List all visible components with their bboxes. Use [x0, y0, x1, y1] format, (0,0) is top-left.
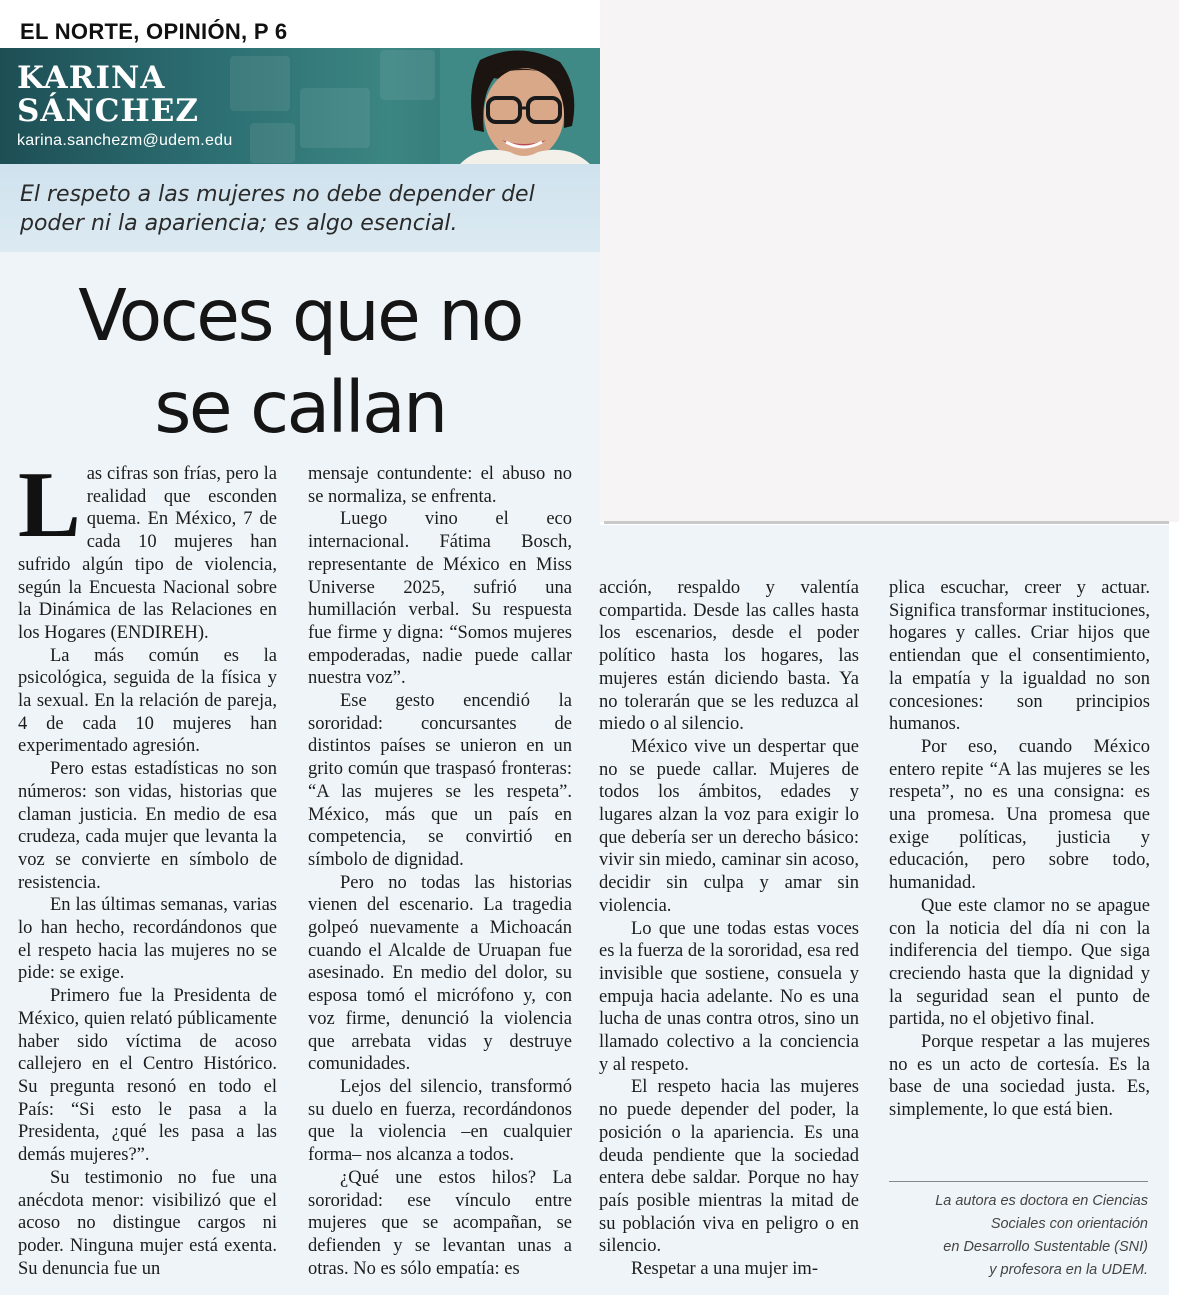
bio-line: y profesora en la UDEM. [989, 1262, 1148, 1278]
paragraph: mensaje contundente: el abuso no se normaliza, se enfrenta. [308, 464, 572, 507]
author-header [0, 48, 600, 164]
paragraph: México vive un despertar que no se puede callar. Mujeres de todos los ámbitos, edades y lugares alzan la voz para exigir lo que debería ser un derecho básico: vivir sin miedo, caminar sin acoso, decidir sin culpa y amar sin violencia. [599, 736, 859, 916]
paragraph: Respetar a una mujer im- [631, 1259, 818, 1280]
paragraph: El respeto hacia las mujeres no puede depender del poder, la posición o la apariencia. Es una deuda pendiente que la sociedad entera debe saldar. Porque no hay país posible mientras la mitad de su población viva en peligro o en silencio. [599, 1077, 859, 1257]
author-bio [889, 1190, 1148, 1282]
paragraph: Pero estas estadísticas no son números: son vidas, historias que claman justicia. En medio de esa crudeza, cada mujer que levanta la voz se convierte en símbolo de resistencia. [18, 759, 277, 893]
author-name [17, 62, 199, 128]
dek-band [0, 164, 600, 252]
paragraph: En las últimas semanas, varias lo han hecho, recordándonos que el respeto hacia las mujeres no se pide: se exige. [18, 895, 277, 984]
separator-rule [604, 521, 1169, 524]
paragraph: La más común es la psicológica, seguida de la física y la sexual. En la relación de pareja, 4 de cada 10 mujeres han experimentado agresión. [18, 645, 277, 757]
paragraph: Luego vino el eco internacional. Fátima Bosch, representante de México en Miss Universe 2025, sufrió una humillación verbal. Su respuesta fue firme y digna: “Somos mujeres empoderadas, nadie puede callar nuestra voz”. [308, 509, 572, 689]
article-column-3 [599, 577, 859, 1281]
paragraph: Ese gesto encendió la sororidad: concursantes de distintos países se unieron en un grito común que traspasó fronteras: “A las mujeres se les respeta”. México, más que un país en competencia, se convirtió en símbolo de dignidad. [308, 691, 572, 870]
paragraph: acción, respaldo y valentía compartida. Desde las calles hasta los escenarios, desde el poder político hasta los hogares, las mujeres están diciendo basta. Ya no tolerarán que se les reduzca al miedo o al silencio. [599, 578, 859, 735]
decor-square [230, 56, 290, 111]
paragraph: Que este clamor no se apague con la noticia del día ni con la indiferencia del tiempo. Que siga creciendo hasta que la dignidad y la seguridad sean el punto de partida, no el objetivo final. [889, 895, 1150, 1030]
paragraph: Su testimonio no fue una anécdota menor: visibilizó que el acoso no distingue cargos ni poder. Ninguna mujer está exenta. Su denuncia fue un [18, 1167, 277, 1279]
author-name-line1: KARINA [17, 60, 166, 96]
paragraph: Por eso, cuando México entero repite “A las mujeres se les respeta”, no es una consigna: es una promesa. Una promesa que exige políticas, justicia y educación, pero sobre todo, humanidad. [889, 736, 1150, 894]
paragraph: Pero no todas las historias vienen del escenario. La tragedia golpeó nuevamente a Michoacán cuando el Alcalde de Uruapan fue asesinado. En medio del dolor, su esposa tomó el micrófono y, con voz firme, denunció la violencia que arrebata vidas y destruye comunidades. [308, 872, 572, 1075]
bio-line: en Desarrollo Sustentable (SNI) [943, 1239, 1148, 1255]
article-column-1 [18, 453, 277, 1280]
article-dek: El respeto a las mujeres no debe depender del poder ni la apariencia; es algo esencial. [20, 182, 535, 236]
source-label: EL NORTE, OPINIÓN, P 6 [20, 19, 288, 44]
bio-line: La autora es doctora en Ciencias [935, 1193, 1148, 1209]
paragraph: Lejos del silencio, transformó su duelo en fuerza, recordándonos que la violencia –en cualquier forma– nos alcanza a todos. [308, 1076, 572, 1166]
article-column-4 [889, 577, 1150, 1122]
article-column-2 [308, 463, 572, 1280]
paragraph: Las cifras son frías, pero la realidad que esconden quema. En México, 7 de cada 10 mujeres han sufrido algún tipo de violencia, según la Encuesta Nacional sobre la Dinámica de las Relaciones en los Hogares (ENDIREH). [18, 453, 277, 643]
author-portrait [440, 48, 600, 164]
paragraph: Primero fue la Presidenta de México, quien relató públicamente haber sido víctima de acoso callejero en el Centro Histórico. Su pregunta resonó en todo el País: “Si esto le pasa a la Presidenta, ¿qué les pasa a las demás mujeres?”. [18, 986, 277, 1166]
blank-page-area [600, 0, 1179, 522]
headline-line1: Voces que no [78, 274, 522, 357]
decor-square [380, 50, 435, 100]
decor-square [300, 88, 370, 148]
bio-line: Sociales con orientación [990, 1216, 1148, 1232]
decor-square [250, 123, 295, 163]
drop-cap: L [18, 453, 81, 557]
paragraph: Lo que une todas estas voces es la fuerza de la sororidad, esa red invisible que sostiene, consuela y empuja hacia adelante. No es una lucha de unas contra otros, sino un llamado colectivo a la conciencia y al respeto. [599, 918, 859, 1075]
paragraph: Porque respetar a las mujeres no es un acto de cortesía. Es la base de una sociedad justa. Es, simplemente, lo que está bien. [889, 1032, 1150, 1121]
author-name-line2: SÁNCHEZ [17, 93, 199, 129]
article-headline [0, 270, 600, 454]
paragraph: plica escuchar, creer y actuar. Significa transformar instituciones, hogares y calles. Criar hijos que entiendan que el consentimiento, la empatía y la igualdad no son concesiones: son principios humanos. [889, 578, 1150, 735]
author-email: karina.sanchezm@udem.edu [17, 132, 233, 149]
paragraph: ¿Qué une estos hilos? La sororidad: ese vínculo entre mujeres que se acompañan, se defienden y se levantan unas a otras. No es sólo empatía: es [308, 1167, 572, 1279]
bio-divider [889, 1181, 1148, 1182]
headline-line2: se callan [154, 366, 446, 449]
